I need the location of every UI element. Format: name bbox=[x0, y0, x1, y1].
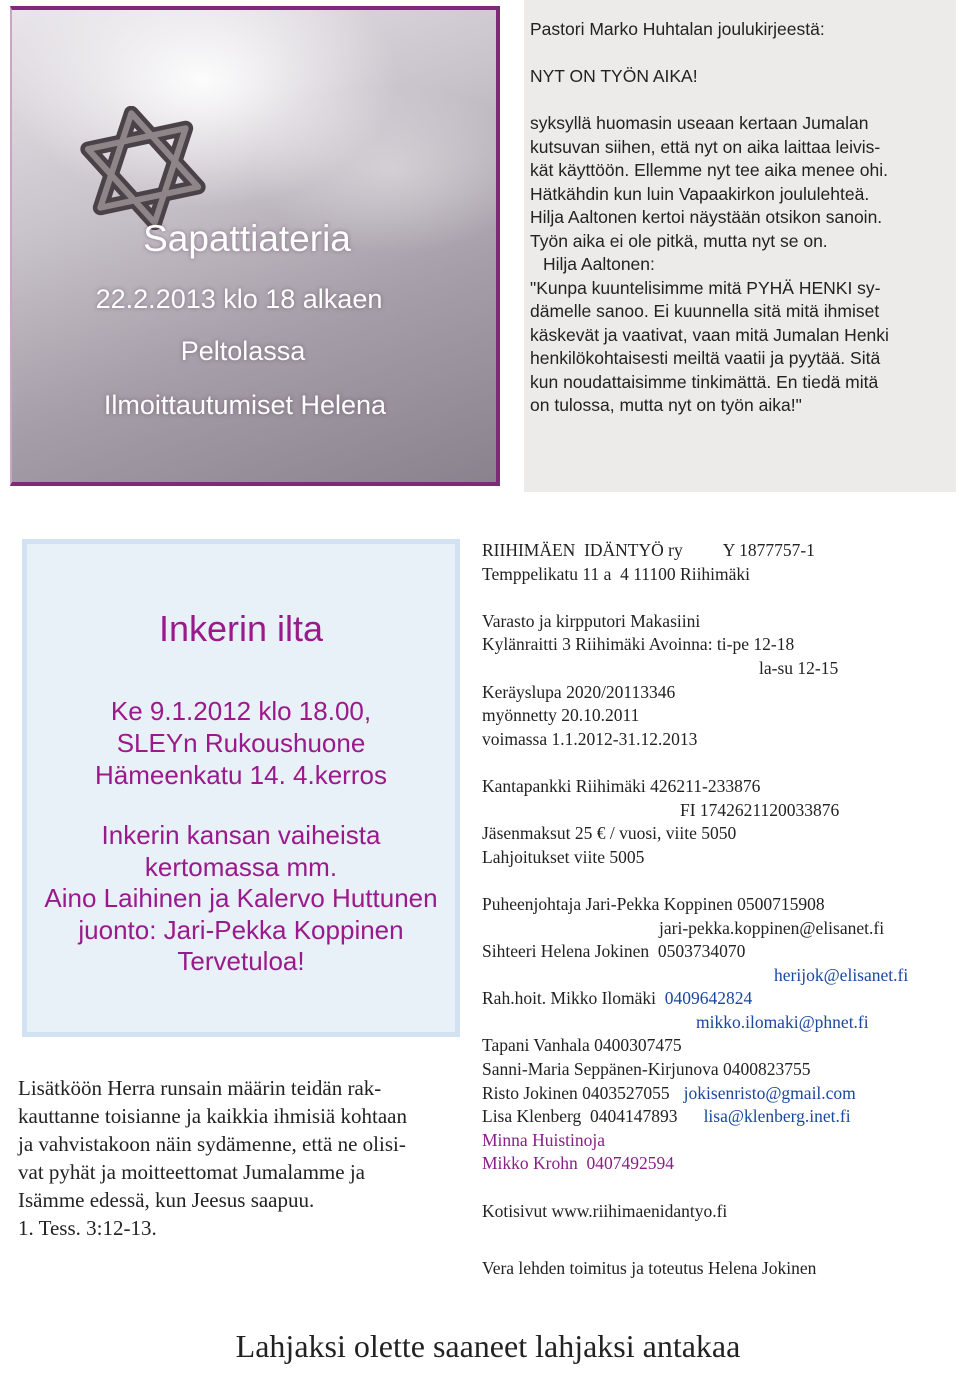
verse-line: Lisätköön Herra runsain määrin teidän rak- bbox=[18, 1076, 382, 1100]
org-address: Temppelikatu 11 a 4 11100 Riihimäki bbox=[482, 563, 751, 584]
sabbath-poster bbox=[10, 6, 500, 486]
permit-valid: voimassa 1.1.2012-31.12.2013 bbox=[482, 728, 698, 749]
excerpt-quote-line: dämelle sanoo. Ei kuunnella sitä mitä ihmiset bbox=[530, 301, 880, 321]
board-member: Tapani Vanhala 0400307475 bbox=[482, 1035, 682, 1056]
verse-line: Isämme edessä, kun Jeesus saapuu. bbox=[18, 1188, 315, 1212]
verse-line: kauttanne toisianne ja kaikkia ihmisiä kohtaan bbox=[18, 1104, 407, 1128]
event-desc-line: Aino Laihinen ja Kalervo Huttunen bbox=[44, 883, 438, 913]
excerpt-line: Työn aika ei ole pitkä, mutta nyt se on. bbox=[530, 230, 828, 251]
member-email[interactable]: jokisenristo@gmail.com bbox=[683, 1082, 856, 1103]
excerpt-quote-label: Hilja Aaltonen: bbox=[543, 254, 655, 274]
star-of-david-icon bbox=[80, 106, 206, 230]
excerpt-heading: Pastori Marko Huhtalan joulukirjeestä: bbox=[530, 19, 825, 39]
footer-slogan: Lahjaksi olette saaneet lahjaksi antakaa bbox=[235, 1328, 741, 1364]
poster-title: Sapattiateria bbox=[143, 218, 351, 259]
excerpt-line: Hilja Aaltonen kertoi näystään otsikon sanoin. bbox=[530, 207, 883, 227]
warehouse-name: Varasto ja kirpputori Makasiini bbox=[482, 610, 701, 631]
excerpt-line: syksyllä huomasin useaan kertaan Jumalan bbox=[530, 113, 869, 133]
event-detail-line: SLEYn Rukoushuone bbox=[116, 728, 366, 758]
poster-registration: Ilmoittautumiset Helena bbox=[103, 390, 387, 420]
event-detail-line: Ke 9.1.2012 klo 18.00, bbox=[110, 696, 372, 726]
weekend-hours: la-su 12-15 bbox=[759, 657, 839, 678]
donations-reference: Lahjoitukset viite 5005 bbox=[482, 846, 645, 867]
association-info bbox=[482, 539, 954, 1280]
treasurer-role: Rah.hoit. bbox=[482, 988, 547, 1009]
collection-permit: Keräyslupa 2020/20113346 bbox=[482, 681, 676, 702]
event-details bbox=[27, 695, 455, 791]
verse-line: vat pyhät ja moitteettomat Jumalamme ja bbox=[18, 1160, 365, 1184]
bank-account: Kantapankki Riihimäki 426211-233876 bbox=[482, 775, 761, 796]
event-desc-line: Tervetuloa! bbox=[177, 946, 305, 976]
board-member bbox=[482, 1152, 954, 1176]
excerpt-body bbox=[530, 112, 950, 418]
chairman: Puheenjohtaja Jari-Pekka Koppinen 0500715908 bbox=[482, 893, 825, 914]
excerpt-quote-line: kun noudattaisimme tinkimättä. En tiedä mitä bbox=[530, 371, 879, 392]
board-member bbox=[482, 1105, 954, 1129]
bank-iban: FI 1742621120033876 bbox=[680, 799, 840, 820]
christmas-letter-excerpt bbox=[524, 0, 956, 492]
excerpt-line: kät käyttöön. Ellemme nyt tee aika menee ohi. bbox=[530, 160, 888, 180]
membership-fee: Jäsenmaksut 25 € / vuosi, viite 5050 bbox=[482, 823, 737, 844]
org-line bbox=[482, 539, 954, 563]
event-description bbox=[27, 820, 455, 978]
member-name: Lisa Klenberg 0404147893 bbox=[482, 1106, 678, 1127]
event-announcement bbox=[22, 539, 460, 1037]
event-detail-line: Hämeenkatu 14. 4.kerros bbox=[95, 760, 387, 790]
chairman-email[interactable]: jari-pekka.koppinen@elisanet.fi bbox=[659, 917, 885, 938]
member-phone: 0407492594 bbox=[586, 1153, 675, 1174]
bible-verse bbox=[18, 1074, 463, 1242]
treasurer-phone: 0409642824 bbox=[664, 988, 753, 1009]
website[interactable]: Kotisivut www.riihimaenidantyo.fi bbox=[482, 1200, 728, 1221]
verse-line: ja vahvistakoon näin sydämenne, että ne olisi- bbox=[18, 1132, 406, 1156]
member-name: Risto Jokinen 0403527055 bbox=[482, 1082, 670, 1103]
editorial-credits: Vera lehden toimitus ja toteutus Helena Jokinen bbox=[482, 1257, 817, 1278]
business-id: Y 1877757-1 bbox=[722, 540, 815, 560]
event-desc-line: juonto: Jari-Pekka Koppinen bbox=[78, 914, 404, 945]
excerpt-line: kutsuvan siihen, että nyt on aika laittaa leivis- bbox=[530, 136, 881, 157]
board-member: Sanni-Maria Seppänen-Kirjunova 0400823755 bbox=[482, 1059, 811, 1080]
board-member: Minna Huistinoja bbox=[482, 1129, 605, 1150]
poster-place: Peltolassa bbox=[180, 336, 306, 366]
poster-date: 22.2.2013 klo 18 alkaen bbox=[95, 284, 383, 314]
excerpt-quote-line: "Kunpa kuuntelisimme mitä PYHÄ HENKI sy- bbox=[530, 277, 881, 298]
event-desc-line: kertomassa mm. bbox=[144, 851, 338, 882]
excerpt-subheading: NYT ON TYÖN AIKA! bbox=[530, 66, 698, 86]
excerpt-line: Hätkähdin kun luin Vapaakirkon joululehteä. bbox=[530, 183, 870, 204]
treasurer-name: Mikko Ilomäki bbox=[550, 988, 657, 1009]
secretary: Sihteeri Helena Jokinen 0503734070 bbox=[482, 941, 746, 962]
org-name: RIIHIMÄEN IDÄNTYÖ ry bbox=[482, 540, 683, 560]
member-email[interactable]: lisa@klenberg.inet.fi bbox=[703, 1106, 851, 1127]
excerpt-quote-line: henkilökohtaisesti meiltä vaatii ja pyytää. Sitä bbox=[530, 348, 881, 368]
excerpt-quote-line: käskevät ja vaativat, vaan mitä Jumalan Henki bbox=[530, 324, 889, 345]
treasurer bbox=[482, 987, 954, 1011]
verse-reference: 1. Tess. 3:12-13. bbox=[18, 1216, 157, 1240]
secretary-email[interactable]: herijok@elisanet.fi bbox=[774, 964, 909, 985]
treasurer-email[interactable]: mikko.ilomaki@phnet.fi bbox=[696, 1011, 869, 1032]
excerpt-quote-line: on tulossa, mutta nyt on työn aika!" bbox=[530, 395, 802, 415]
warehouse-address: Kylänraitti 3 Riihimäki Avoinna: ti-pe 12-18 bbox=[482, 634, 795, 655]
event-desc-line: Inkerin kansan vaiheista bbox=[101, 820, 381, 850]
event-title: Inkerin ilta bbox=[158, 608, 324, 649]
permit-granted: myönnetty 20.10.2011 bbox=[482, 705, 640, 726]
board-member bbox=[482, 1082, 954, 1106]
member-name: Mikko Krohn bbox=[482, 1153, 578, 1174]
